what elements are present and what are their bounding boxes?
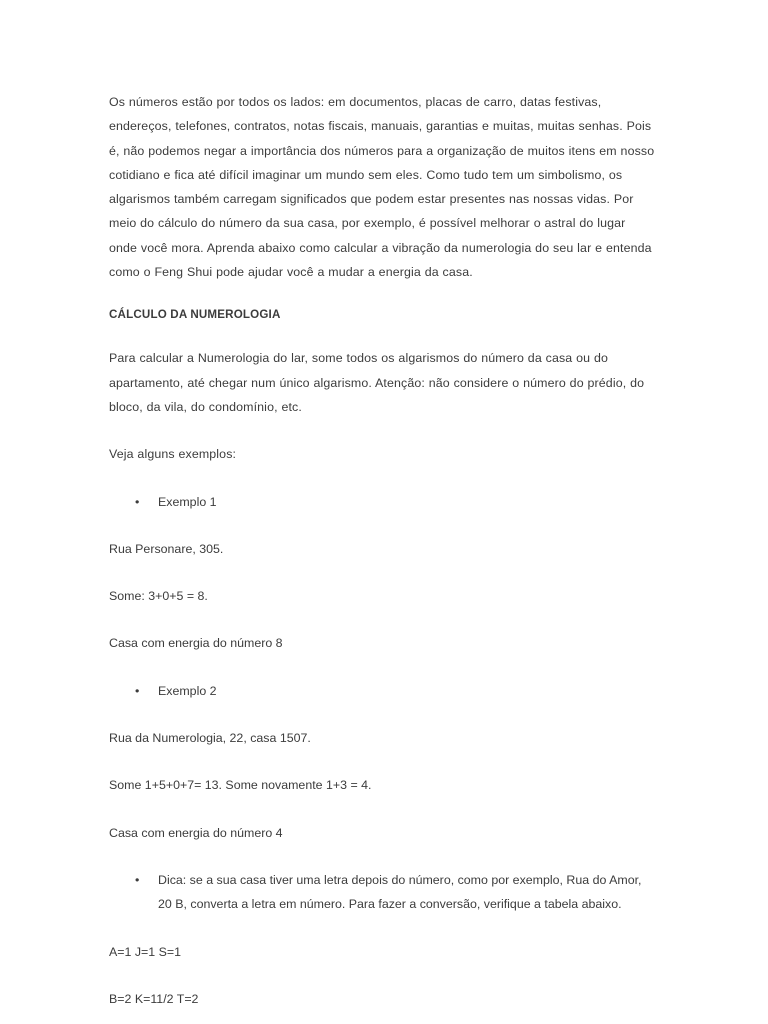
list-item: [109, 490, 657, 514]
spacer: [109, 419, 657, 442]
example-one-label: Exemplo 1: [158, 494, 217, 509]
spacer: [109, 467, 657, 490]
spacer: [109, 798, 657, 821]
spacer: [109, 964, 657, 987]
bullet-icon: •: [135, 494, 140, 509]
examples-intro: Veja alguns exemplos:: [109, 447, 237, 462]
letter-table-row-1: A=1 J=1 S=1: [109, 944, 181, 959]
instructions-paragraph: Para calcular a Numerologia do lar, some todos os algarismos do número da casa ou do apartamento, até chegar num único algarismo. Atenção: não considere o número do prédio, do bloco, da vila, do condomínio, etc.: [109, 351, 645, 414]
example-one-result: Casa com energia do número 8: [109, 636, 283, 651]
spacer: [109, 917, 657, 940]
spacer: [109, 514, 657, 537]
spacer: [109, 324, 657, 346]
document-content: [109, 90, 657, 1011]
bullet-icon: •: [135, 872, 140, 887]
example-one-address: Rua Personare, 305.: [109, 541, 224, 556]
intro-paragraph: Os números estão por todos os lados: em documentos, placas de carro, datas festivas, endereços, telefones, contratos, notas fiscais, manuais, garantias e muitas, muitas senhas. Pois é, não podemos negar a importância dos números para a organização de muitos itens em nosso cotidiano e fica até difícil imaginar um mundo sem eles. Como tudo tem um simbolismo, os algarismos também carregam significados que podem estar presentes nas nossas vidas. Por meio do cálculo do número da sua casa, por exemplo, é possível melhorar o astral do lugar onde você mora. Aprenda abaixo como calcular a vibração da numerologia do seu lar e entenda como o Feng Shui pode ajudar você a mudar a energia da casa.: [109, 95, 655, 280]
example-two-bullet-list: [109, 679, 657, 703]
spacer: [109, 845, 657, 868]
example-one-bullet-list: [109, 490, 657, 514]
section-heading: CÁLCULO DA NUMEROLOGIA: [109, 308, 281, 322]
spacer: [109, 656, 657, 679]
spacer: [109, 703, 657, 726]
example-two-address: Rua da Numerologia, 22, casa 1507.: [109, 731, 311, 746]
spacer: [109, 608, 657, 631]
example-two-label: Exemplo 2: [158, 683, 217, 698]
list-item: [109, 868, 657, 917]
letter-table-row-2: B=2 K=11/2 T=2: [109, 991, 199, 1006]
tip-text: Dica: se a sua casa tiver uma letra depois do número, como por exemplo, Rua do Amor, 20 B, converta a letra em número. Para fazer a conversão, verifique a tabela abaixo.: [158, 872, 642, 912]
tip-bullet-list: [109, 868, 657, 917]
spacer: [109, 284, 657, 306]
list-item: [109, 679, 657, 703]
example-two-result: Casa com energia do número 4: [109, 825, 283, 840]
example-two-sum: Some 1+5+0+7= 13. Some novamente 1+3 = 4.: [109, 778, 372, 793]
spacer: [109, 750, 657, 773]
bullet-icon: •: [135, 683, 140, 698]
example-one-sum: Some: 3+0+5 = 8.: [109, 589, 208, 604]
spacer: [109, 561, 657, 584]
